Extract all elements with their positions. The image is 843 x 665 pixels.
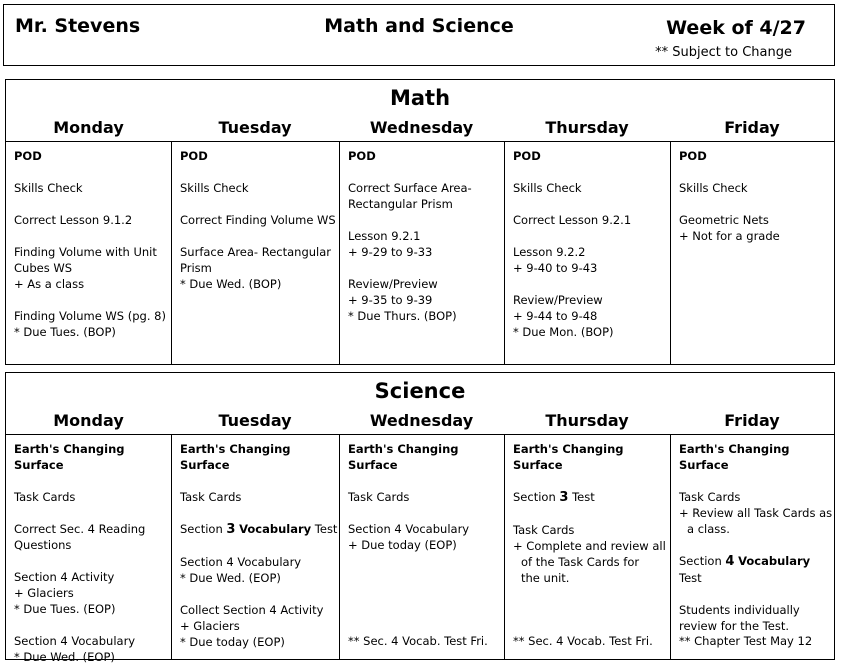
subject-to-change-note: ** Subject to Change (655, 45, 792, 60)
subject-title: Math and Science (324, 15, 514, 37)
science-col-monday (6, 435, 171, 664)
teacher-name: Mr. Stevens (15, 15, 141, 37)
science-wed-item: Task Cards (348, 490, 410, 504)
math-thu-item: Review/Preview + 9-44 to 9-48 * Due Mon. (BOP) (513, 293, 614, 339)
science-mon-topic: Earth's Changing Surface (14, 442, 125, 472)
science-tue-item: Section 3 Vocabulary Test (180, 522, 338, 537)
science-day-wednesday: Wednesday (369, 411, 474, 430)
math-thu-item: Correct Lesson 9.2.1 (513, 213, 632, 227)
science-section (5, 372, 835, 664)
math-day-monday: Monday (53, 118, 124, 137)
math-col-thursday (504, 142, 670, 364)
math-fri-item: Skills Check (679, 181, 748, 195)
science-thu-item: Task Cards + Complete and review all of the Task Cards for the unit. (513, 523, 666, 585)
science-day-tuesday: Tuesday (218, 411, 292, 430)
science-fri-item: Students individually review for the Test. (679, 603, 800, 633)
page-header (3, 4, 835, 66)
math-day-thursday: Thursday (545, 118, 629, 137)
science-mon-item: Correct Sec. 4 Reading Questions (14, 522, 146, 552)
math-tue-pod: POD (180, 149, 208, 163)
science-wed-item: Section 4 Vocabulary + Due today (EOP) (348, 522, 470, 552)
math-tue-item: Surface Area- Rectangular Prism * Due Wed. (BOP) (180, 245, 332, 291)
math-wed-item: Review/Preview + 9-35 to 9-39 * Due Thurs. (BOP) (348, 277, 457, 323)
science-day-friday: Friday (724, 411, 780, 430)
math-wed-pod: POD (348, 149, 376, 163)
math-section (5, 79, 835, 365)
math-tue-item: Correct Finding Volume WS (180, 213, 336, 227)
science-col-thursday (504, 435, 670, 659)
science-fri-item: Section 4 Vocabulary Test (679, 554, 811, 585)
science-day-monday: Monday (53, 411, 124, 430)
math-col-tuesday (171, 142, 339, 364)
science-day-thursday: Thursday (545, 411, 629, 430)
science-wed-topic: Earth's Changing Surface (348, 442, 459, 472)
math-fri-item: Geometric Nets + Not for a grade (679, 213, 780, 243)
math-mon-item: Skills Check (14, 181, 83, 195)
math-day-friday: Friday (724, 118, 780, 137)
science-mon-item: Section 4 Vocabulary * Due Wed. (EOP) (14, 634, 136, 664)
week-label: Week of 4/27 (666, 17, 806, 39)
science-thu-topic: Earth's Changing Surface (513, 442, 624, 472)
science-tue-item: Section 4 Vocabulary * Due Wed. (EOP) (180, 555, 302, 585)
science-fri-note: ** Chapter Test May 12 (679, 634, 813, 648)
math-wed-item: Lesson 9.2.1 + 9-29 to 9-33 (348, 229, 433, 259)
math-thu-item: Lesson 9.2.2 + 9-40 to 9-43 (513, 245, 598, 275)
math-mon-item: Finding Volume with Unit Cubes WS + As a class (14, 245, 157, 291)
science-day-headers (6, 410, 834, 435)
science-col-friday (670, 435, 834, 659)
math-mon-item: Correct Lesson 9.1.2 (14, 213, 133, 227)
science-mon-item: Task Cards (14, 490, 76, 504)
math-col-friday (670, 142, 834, 364)
science-col-tuesday (171, 435, 339, 659)
science-col-wednesday (339, 435, 504, 659)
science-fri-topic: Earth's Changing Surface (679, 442, 790, 472)
science-thu-item: Section 3 Test (513, 490, 595, 505)
math-day-tuesday: Tuesday (218, 118, 292, 137)
science-tue-item: Task Cards (180, 490, 242, 504)
science-tue-item: Collect Section 4 Activity + Glaciers * Due today (EOP) (180, 603, 324, 649)
math-title: Math (389, 86, 451, 110)
science-tue-topic: Earth's Changing Surface (180, 442, 291, 472)
science-thu-note: ** Sec. 4 Vocab. Test Fri. (513, 634, 653, 648)
math-thu-item: Skills Check (513, 181, 582, 195)
math-mon-item: Finding Volume WS (pg. 8) * Due Tues. (BOP) (14, 309, 166, 339)
math-tue-item: Skills Check (180, 181, 249, 195)
science-wed-note: ** Sec. 4 Vocab. Test Fri. (348, 634, 488, 648)
math-wed-item: Correct Surface Area- Rectangular Prism (348, 181, 472, 211)
science-mon-item: Section 4 Activity + Glaciers * Due Tues. (EOP) (14, 570, 116, 616)
math-col-monday (6, 142, 171, 364)
science-title: Science (374, 379, 466, 403)
science-fri-item: Task Cards + Review all Task Cards as a class. (679, 490, 833, 536)
math-day-headers (6, 117, 834, 142)
math-mon-pod: POD (14, 149, 42, 163)
math-day-wednesday: Wednesday (369, 118, 474, 137)
math-thu-pod: POD (513, 149, 541, 163)
math-col-wednesday (339, 142, 504, 364)
math-fri-pod: POD (679, 149, 707, 163)
